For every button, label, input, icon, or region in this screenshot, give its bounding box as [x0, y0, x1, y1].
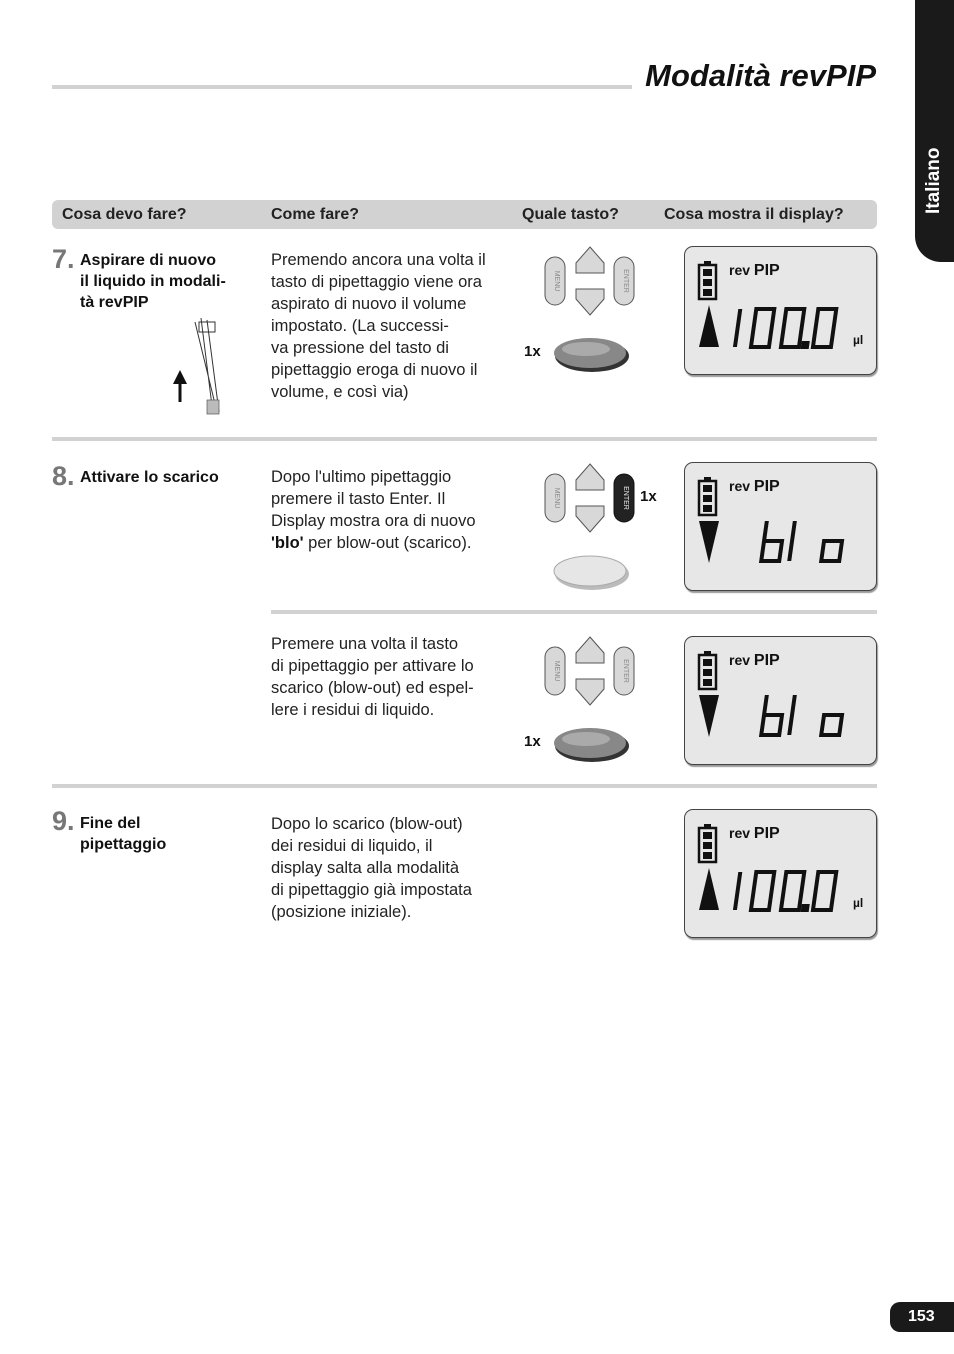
title-rule — [52, 85, 632, 89]
pipetting-button-idle-icon — [552, 553, 632, 591]
svg-text:MENU: MENU — [553, 487, 560, 509]
keypad-icon — [542, 635, 637, 707]
step-9-number: 9. — [52, 806, 75, 836]
step-7-display — [684, 246, 877, 375]
display-unit: µl — [853, 896, 864, 910]
battery-icon — [699, 477, 716, 515]
battery-icon — [699, 824, 716, 862]
display-unit: µl — [853, 333, 864, 347]
svg-text:ENTER: ENTER — [622, 486, 629, 510]
seven-seg-100 — [735, 872, 836, 910]
display-mode-label: rev PIP — [729, 825, 780, 842]
triangle-down-icon — [699, 521, 719, 563]
seven-seg-blo — [761, 521, 845, 561]
battery-icon — [699, 651, 716, 689]
column-header — [52, 200, 877, 229]
display-mode-label: rev PIP — [729, 262, 780, 279]
step-7-key-count: 1x — [524, 343, 541, 360]
header-col-display: Cosa mostra il display? — [664, 206, 844, 223]
section-divider — [52, 437, 877, 441]
sub-divider — [271, 610, 877, 614]
step-8-display — [684, 462, 877, 591]
keypad-enter-pressed-icon — [542, 462, 637, 534]
pipetting-button-icon — [552, 335, 632, 373]
triangle-up-icon — [699, 868, 719, 910]
step-9-text: Dopo lo scarico (blow-out) dei residui di liquido, il display salta alla modalità di pipettaggio già impostata (posizione iniziale). — [271, 815, 472, 921]
header-col-task: Cosa devo fare? — [62, 206, 187, 223]
seven-seg-100 — [735, 309, 836, 347]
lcd-graphics — [685, 247, 876, 374]
language-tab-label: Italiano — [923, 147, 944, 214]
triangle-down-icon — [699, 695, 719, 737]
seven-seg-blo — [761, 695, 845, 735]
section-divider — [52, 784, 877, 788]
page-number: 153 — [908, 1308, 935, 1325]
svg-text:MENU: MENU — [553, 660, 560, 682]
step-8-number: 8. — [52, 461, 75, 491]
header-col-how: Come fare? — [271, 206, 360, 223]
step-8-key-count: 1x — [640, 488, 657, 505]
step-7-text: Premendo ancora una volta il tasto di pipettaggio viene ora aspirato di nuovo il volume impostato. (La successi- va pressione del tasto di pipettaggio eroga di nuovo il volume, e così via) — [271, 251, 486, 401]
step-9-display — [684, 809, 877, 938]
keypad-icon — [542, 245, 637, 317]
page-number-badge — [890, 1302, 954, 1332]
battery-icon — [699, 261, 716, 299]
step-8-title: Attivare lo scarico — [80, 469, 219, 486]
step-8b-text: Premere una volta il tasto di pipettaggio per attivare lo scarico (blow-out) ed espel- lere i residui di liquido. — [271, 635, 474, 719]
page-title: Modalità revPIP — [645, 58, 876, 93]
step-8-text: Dopo l'ultimo pipettaggio premere il tasto Enter. Il Display mostra ora di nuovo 'blo' per blow-out (scarico). — [271, 468, 476, 552]
step-8b-key-count: 1x — [524, 733, 541, 750]
pipetting-button-icon — [552, 725, 632, 763]
header-col-key: Quale tasto? — [522, 206, 619, 223]
svg-text:ENTER: ENTER — [622, 269, 629, 293]
lcd-graphics — [685, 810, 876, 937]
svg-text:MENU: MENU — [553, 270, 560, 292]
lcd-graphics — [685, 463, 876, 590]
svg-text:ENTER: ENTER — [622, 659, 629, 683]
step-8b-display — [684, 636, 877, 765]
display-mode-label: rev PIP — [729, 652, 780, 669]
lcd-graphics — [685, 637, 876, 764]
step-7-number: 7. — [52, 244, 75, 274]
display-mode-label: rev PIP — [729, 478, 780, 495]
step-7-title: Aspirare di nuovo il liquido in modali- tà revPIP — [80, 252, 226, 311]
language-tab — [915, 0, 954, 262]
pipette-tip-icon — [165, 302, 240, 422]
step-9-title: Fine del pipettaggio — [80, 815, 167, 853]
triangle-up-icon — [699, 305, 719, 347]
